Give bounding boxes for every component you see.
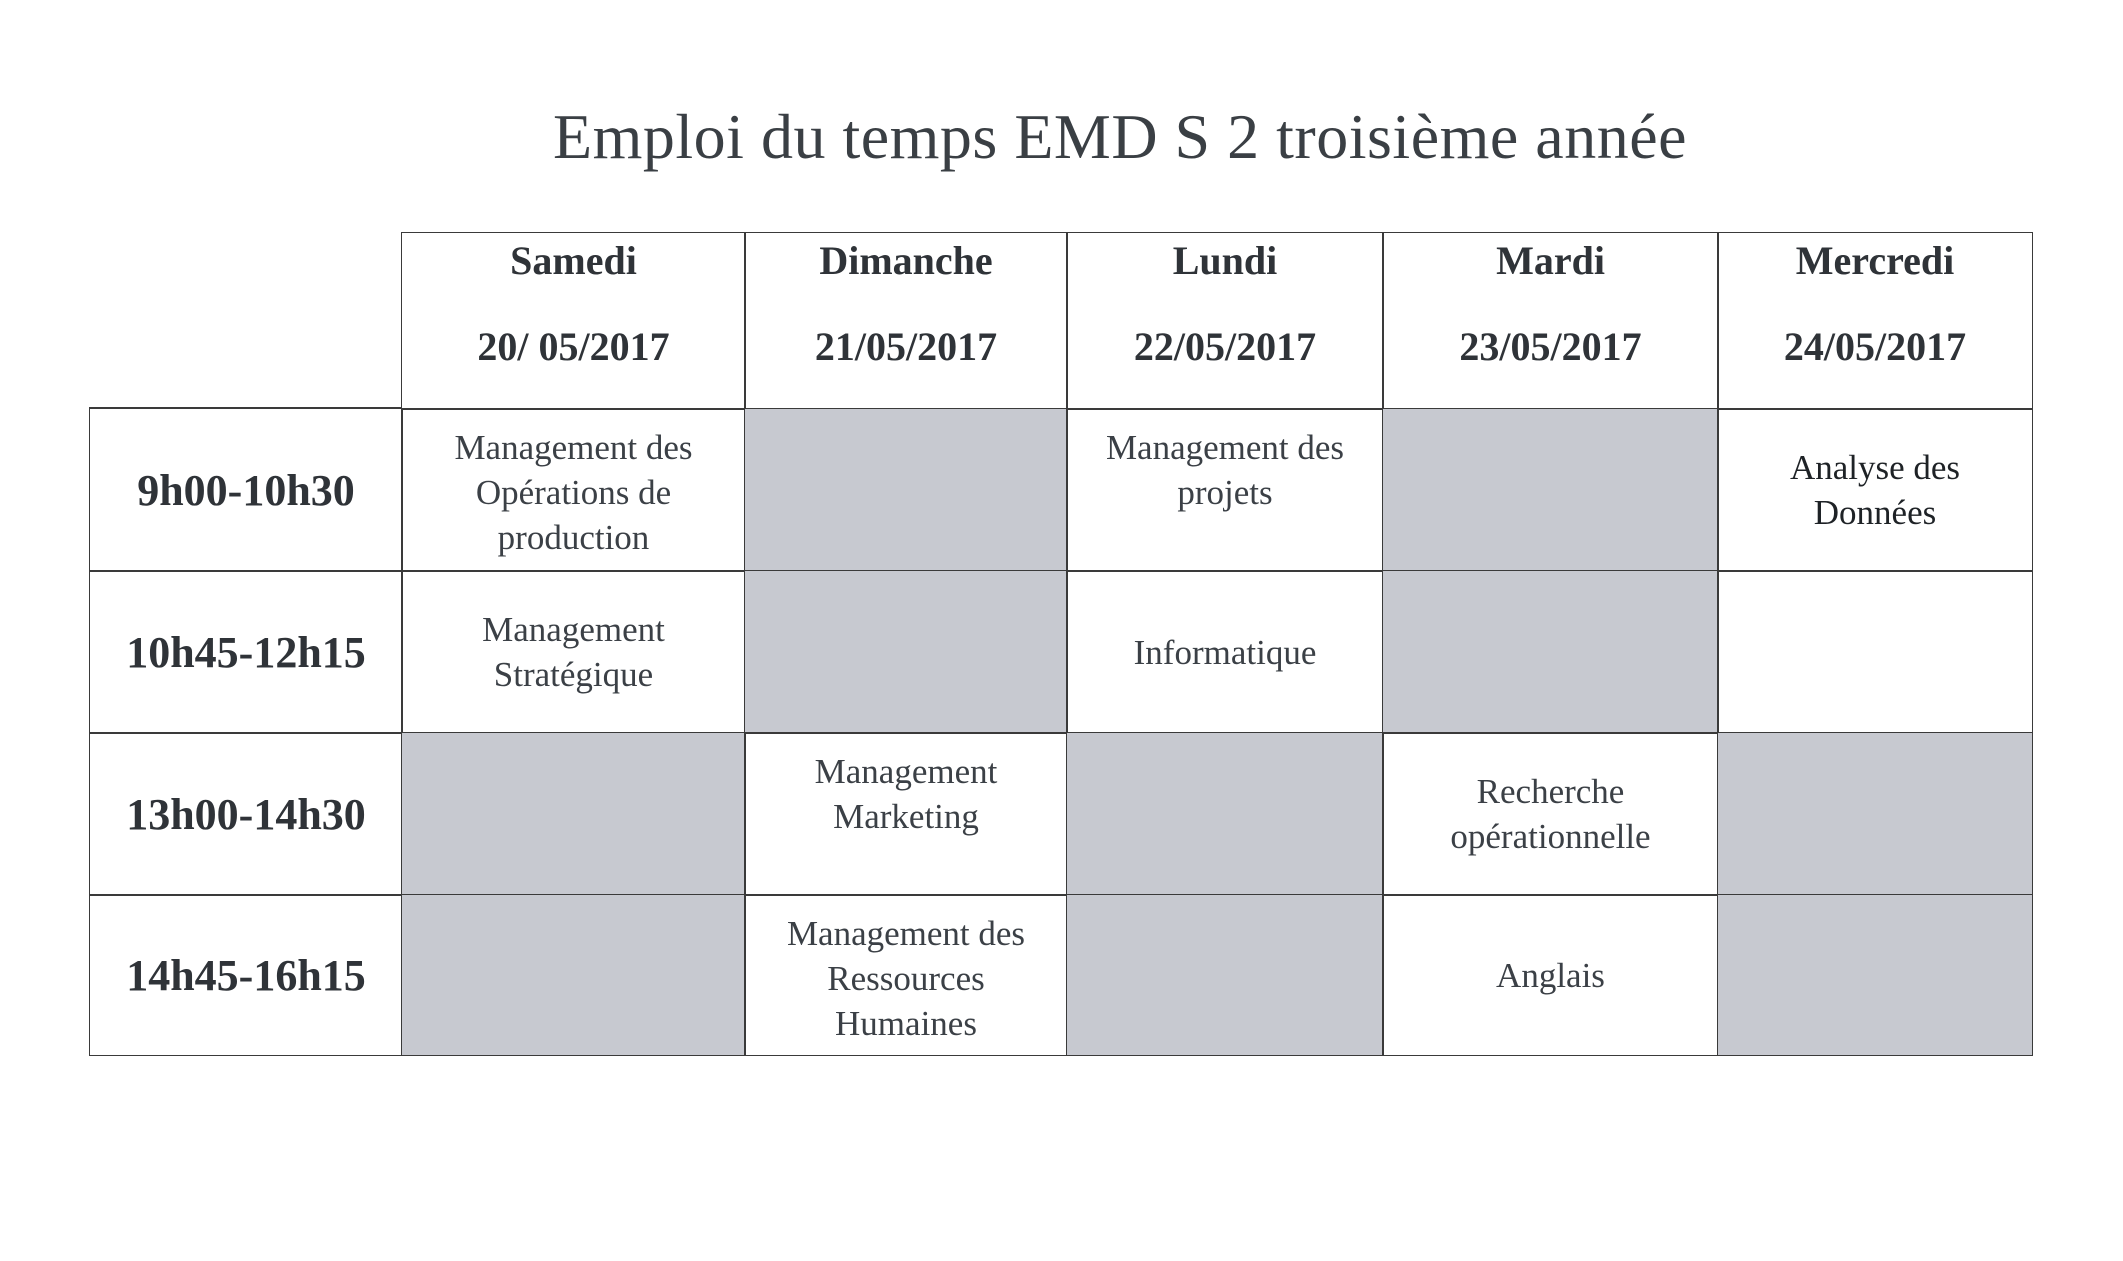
day-name: Dimanche bbox=[819, 238, 993, 283]
empty-slot-2-dimanche bbox=[744, 570, 1068, 734]
day-date: 20/ 05/2017 bbox=[477, 324, 670, 369]
table-corner bbox=[89, 232, 402, 408]
exam-slot-2-samedi: Management Stratégique bbox=[401, 570, 746, 734]
exam-slot-3-mardi: Recherche opérationnelle bbox=[1382, 732, 1719, 896]
day-date: 24/05/2017 bbox=[1783, 324, 1967, 369]
empty-slot-4-samedi bbox=[401, 894, 746, 1056]
day-header-mercredi bbox=[1717, 232, 2033, 410]
day-name: Mercredi bbox=[1795, 238, 1955, 283]
exam-slot-2-lundi: Informatique bbox=[1066, 570, 1384, 734]
exam-timetable bbox=[89, 232, 2033, 1055]
empty-slot-3-mercredi bbox=[1717, 732, 2033, 896]
day-date: 22/05/2017 bbox=[1133, 324, 1317, 369]
exam-slot-1-lundi: Management des projets bbox=[1066, 408, 1384, 572]
day-name: Samedi bbox=[510, 238, 637, 283]
day-name: Lundi bbox=[1172, 238, 1278, 283]
empty-slot-4-mercredi bbox=[1717, 894, 2033, 1056]
time-slot-3: 13h00-14h30 bbox=[89, 732, 403, 896]
time-slot-1: 9h00-10h30 bbox=[89, 408, 403, 572]
exam-slot-1-mercredi: Analyse des Données bbox=[1717, 408, 2033, 572]
exam-slot-3-dimanche: Management Marketing bbox=[744, 732, 1068, 896]
day-name: Mardi bbox=[1496, 238, 1605, 283]
page-title: Emploi du temps EMD S 2 troisième année bbox=[553, 101, 1687, 172]
empty-slot-4-lundi bbox=[1066, 894, 1384, 1056]
day-header-mardi bbox=[1382, 232, 1719, 410]
empty-slot-2-mardi bbox=[1382, 570, 1719, 734]
empty-slot-2-mercredi bbox=[1717, 570, 2033, 734]
time-slot-2: 10h45-12h15 bbox=[89, 570, 403, 734]
day-header-dimanche bbox=[744, 232, 1068, 410]
empty-slot-1-dimanche bbox=[744, 408, 1068, 572]
exam-slot-4-mardi: Anglais bbox=[1382, 894, 1719, 1056]
exam-slot-1-samedi: Management des Opérations de production bbox=[401, 408, 746, 572]
day-date: 21/05/2017 bbox=[814, 324, 998, 369]
time-slot-4: 14h45-16h15 bbox=[89, 894, 403, 1056]
day-header-lundi bbox=[1066, 232, 1384, 410]
empty-slot-1-mardi bbox=[1382, 408, 1719, 572]
day-header-samedi bbox=[401, 232, 746, 410]
empty-slot-3-lundi bbox=[1066, 732, 1384, 896]
day-date: 23/05/2017 bbox=[1459, 324, 1642, 369]
exam-slot-4-dimanche: Management des Ressources Humaines bbox=[744, 894, 1068, 1056]
empty-slot-3-samedi bbox=[401, 732, 746, 896]
